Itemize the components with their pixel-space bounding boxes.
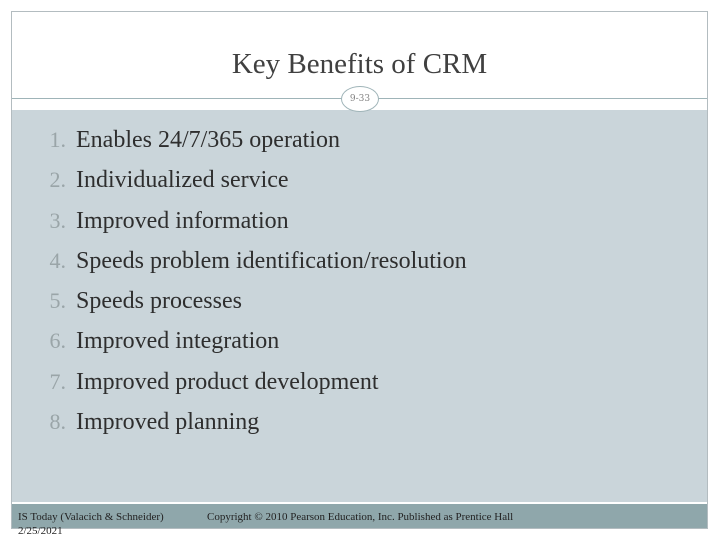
item-text: Improved integration	[76, 328, 280, 355]
item-text: Improved information	[76, 207, 289, 234]
slide-number-badge: 9-33	[341, 86, 379, 112]
benefits-list	[0, 120, 720, 442]
item-number: 7.	[49, 368, 66, 394]
footer-date: 2/25/2021	[18, 525, 63, 537]
list-item	[0, 201, 720, 241]
item-number: 2.	[49, 167, 66, 193]
item-number: 5.	[49, 288, 66, 314]
item-number: 3.	[49, 207, 66, 233]
footer-source-block	[18, 510, 164, 538]
item-text: Speeds problem identification/resolution	[76, 247, 467, 274]
item-number: 4.	[49, 247, 66, 273]
footer-copyright: Copyright © 2010 Pearson Education, Inc. Published as Prentice Hall	[207, 511, 514, 523]
list-item	[0, 281, 720, 321]
item-text: Enables 24/7/365 operation	[76, 127, 340, 153]
slide-title: Key Benefits of CRM	[231, 48, 488, 80]
list-item	[0, 241, 720, 281]
item-number: 8.	[49, 409, 66, 435]
item-text: Speeds processes	[76, 288, 242, 315]
footer-source: IS Today (Valacich & Schneider)	[18, 511, 164, 523]
list-item	[0, 321, 720, 361]
item-text: Individualized service	[76, 167, 289, 194]
list-item	[0, 362, 720, 402]
list-item	[0, 402, 720, 442]
list-item	[0, 160, 720, 200]
item-number: 1.	[49, 127, 66, 152]
list-item	[0, 120, 720, 160]
item-text: Improved product development	[76, 368, 379, 395]
item-number: 6.	[49, 328, 66, 354]
item-text: Improved planning	[76, 409, 260, 436]
